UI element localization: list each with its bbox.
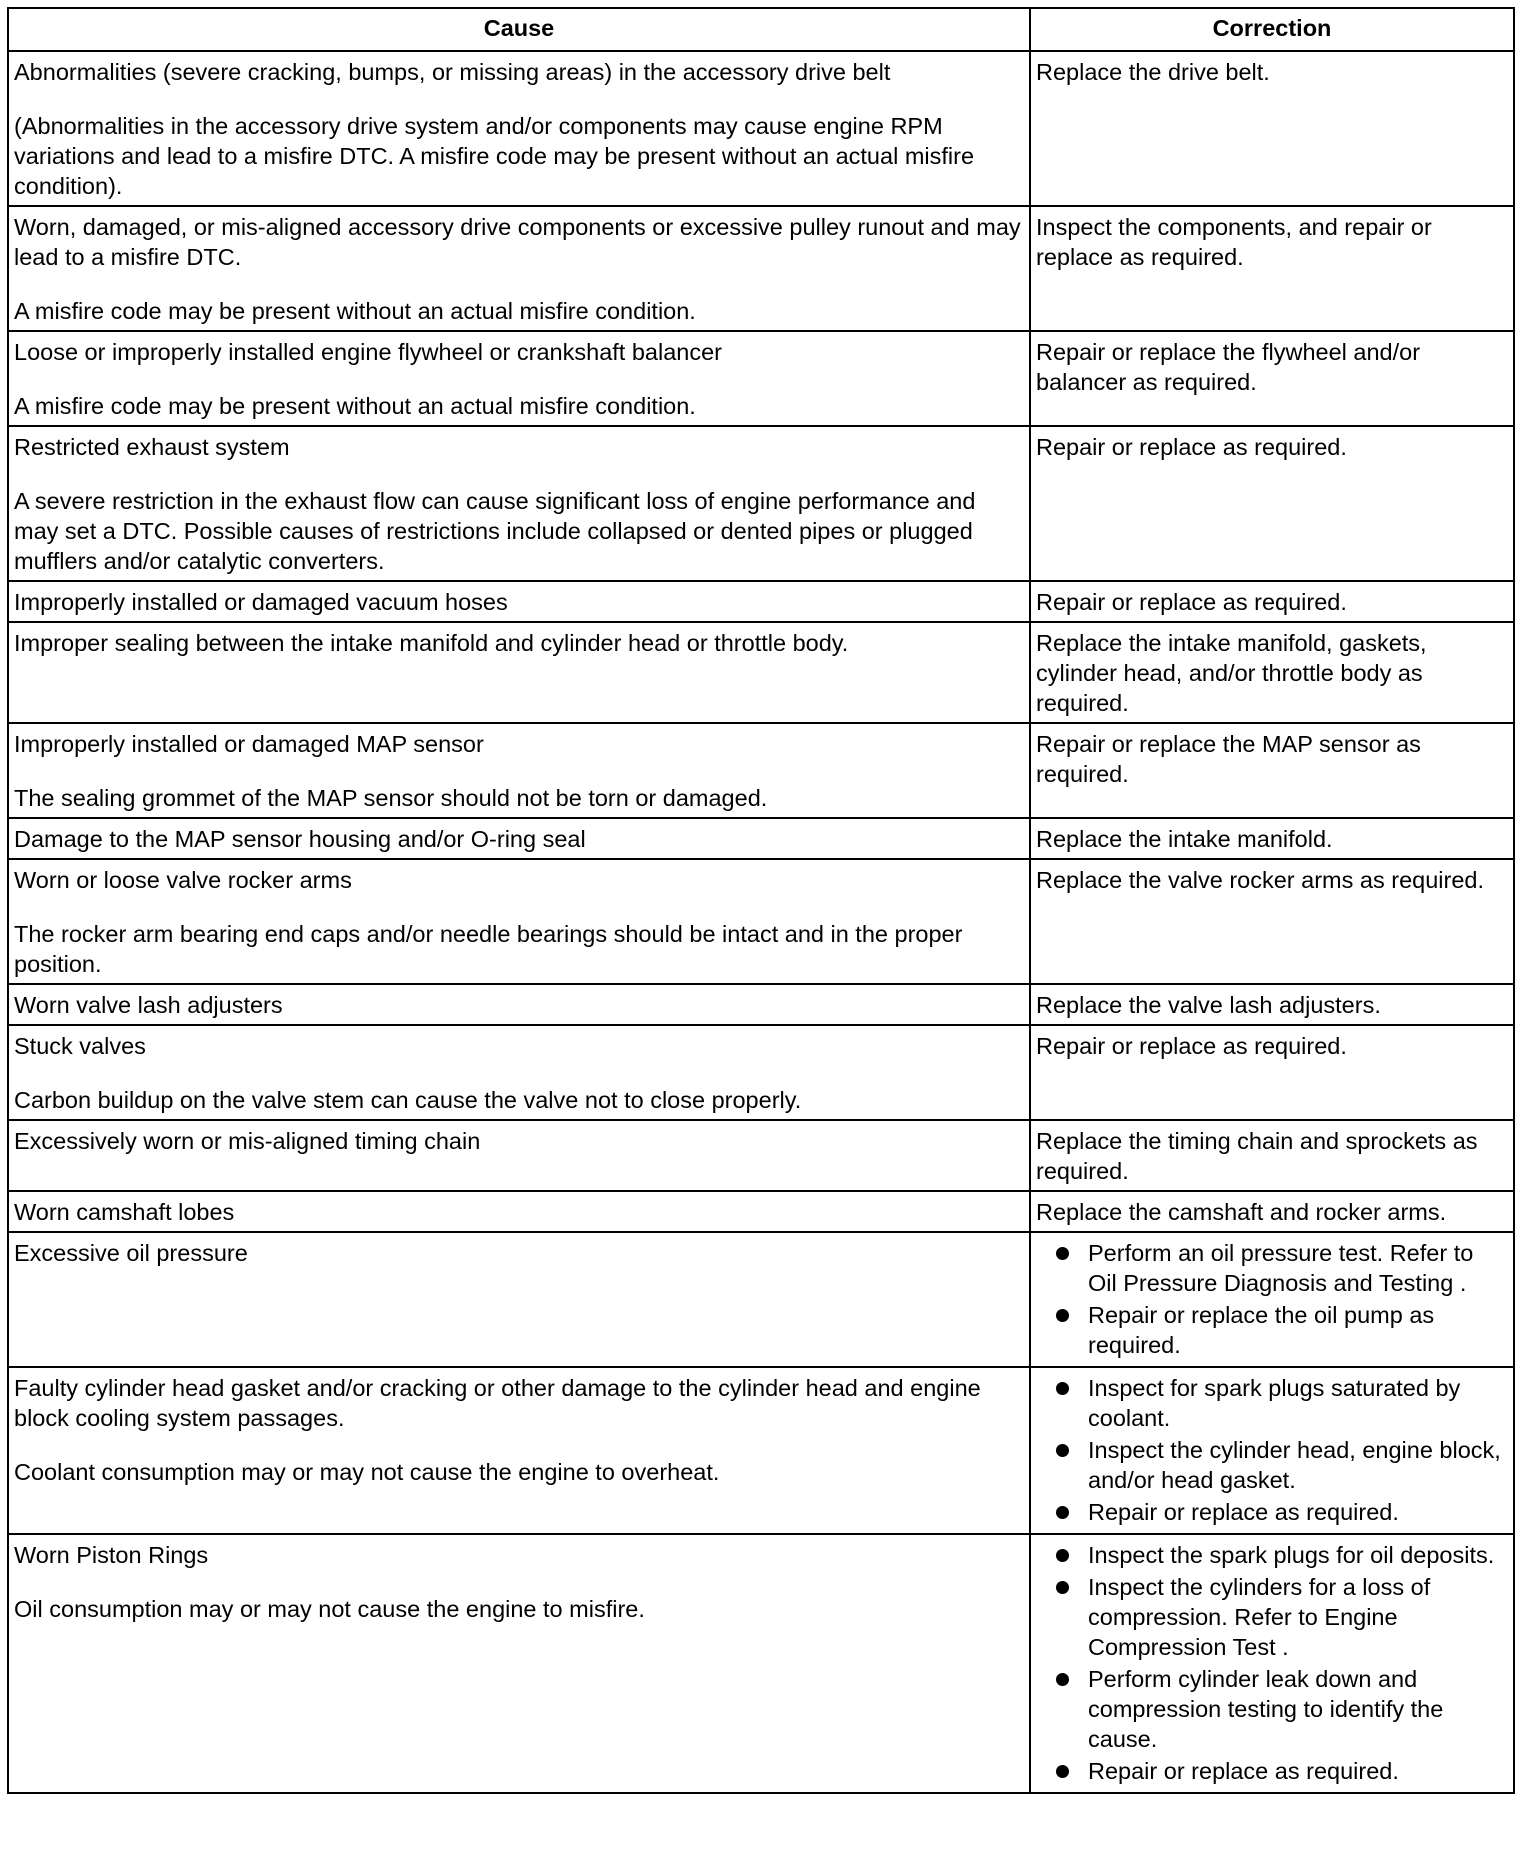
correction-cell xyxy=(1030,1025,1514,1120)
table-row xyxy=(8,723,1514,818)
cause-text: Worn camshaft lobes xyxy=(14,1199,235,1225)
bullet-dot-icon xyxy=(1056,1247,1069,1260)
table-row xyxy=(8,622,1514,723)
correction-bullet xyxy=(1036,1238,1508,1298)
cause-column-header: Cause xyxy=(8,8,1030,51)
cause-note: A severe restriction in the exhaust flow can cause significant loss of engine performance and may set a DTC. Possible causes of restrictions include collapsed or dented pipes or plugged mufflers and/or catalytic converters. xyxy=(14,488,976,574)
correction-cell xyxy=(1030,622,1514,723)
correction-cell xyxy=(1030,331,1514,426)
cause-cell xyxy=(8,581,1030,622)
correction-text: Repair or replace as required. xyxy=(1036,1033,1347,1059)
table-row xyxy=(8,1120,1514,1191)
cause-cell xyxy=(8,1232,1030,1367)
header-row xyxy=(8,8,1514,51)
cause-cell xyxy=(8,426,1030,581)
cause-text: Worn or loose valve rocker arms xyxy=(14,867,352,893)
table-row xyxy=(8,426,1514,581)
correction-cell xyxy=(1030,581,1514,622)
bullet-text: Repair or replace the oil pump as required. xyxy=(1088,1302,1435,1358)
correction-text: Replace the camshaft and rocker arms. xyxy=(1036,1199,1447,1225)
bullet-text: Repair or replace as required. xyxy=(1088,1758,1399,1784)
table-row xyxy=(8,1232,1514,1367)
bullet-text: Perform an oil pressure test. Refer to Oil Pressure Diagnosis and Testing . xyxy=(1088,1240,1474,1296)
correction-cell xyxy=(1030,51,1514,206)
correction-text: Replace the intake manifold. xyxy=(1036,826,1333,852)
cause-text: Worn, damaged, or mis-aligned accessory drive components or excessive pulley runout and may lead to a misfire DTC. xyxy=(14,214,1021,270)
cause-text: Abnormalities (severe cracking, bumps, or missing areas) in the accessory drive belt xyxy=(14,59,891,85)
cause-cell xyxy=(8,1120,1030,1191)
table-row xyxy=(8,331,1514,426)
correction-bullet xyxy=(1036,1300,1508,1360)
cause-cell xyxy=(8,206,1030,331)
table-row xyxy=(8,1534,1514,1793)
correction-cell xyxy=(1030,1367,1514,1534)
correction-bullet xyxy=(1036,1664,1508,1754)
cause-text: Improper sealing between the intake manifold and cylinder head or throttle body. xyxy=(14,630,849,656)
correction-column-header: Correction xyxy=(1030,8,1514,51)
table-row xyxy=(8,581,1514,622)
bullet-dot-icon xyxy=(1056,1444,1069,1457)
correction-bullet xyxy=(1036,1540,1508,1570)
correction-bullet xyxy=(1036,1497,1508,1527)
cause-cell xyxy=(8,984,1030,1025)
correction-cell xyxy=(1030,206,1514,331)
correction-bullet-list xyxy=(1036,1238,1508,1360)
cause-note: The sealing grommet of the MAP sensor should not be torn or damaged. xyxy=(14,785,768,811)
cause-cell xyxy=(8,622,1030,723)
cause-text: Improperly installed or damaged vacuum hoses xyxy=(14,589,508,615)
cause-text: Excessively worn or mis-aligned timing chain xyxy=(14,1128,481,1154)
bullet-text: Perform cylinder leak down and compression testing to identify the cause. xyxy=(1088,1666,1444,1752)
correction-cell xyxy=(1030,426,1514,581)
correction-cell xyxy=(1030,984,1514,1025)
bullet-text: Inspect the cylinders for a loss of compression. Refer to Engine Compression Test . xyxy=(1088,1574,1431,1660)
table-row xyxy=(8,51,1514,206)
cause-text: Damage to the MAP sensor housing and/or O-ring seal xyxy=(14,826,586,852)
correction-text: Replace the valve rocker arms as required. xyxy=(1036,867,1485,893)
table-row xyxy=(8,818,1514,859)
bullet-dot-icon xyxy=(1056,1382,1069,1395)
cause-text: Faulty cylinder head gasket and/or cracking or other damage to the cylinder head and engine block cooling system passages. xyxy=(14,1375,981,1431)
correction-text: Repair or replace as required. xyxy=(1036,434,1347,460)
correction-bullet xyxy=(1036,1756,1508,1786)
correction-text: Replace the timing chain and sprockets as required. xyxy=(1036,1128,1478,1184)
bullet-dot-icon xyxy=(1056,1549,1069,1562)
cause-note: A misfire code may be present without an actual misfire condition. xyxy=(14,298,696,324)
cause-text: Improperly installed or damaged MAP sensor xyxy=(14,731,484,757)
table-row xyxy=(8,984,1514,1025)
correction-cell xyxy=(1030,1534,1514,1793)
cause-note: Oil consumption may or may not cause the engine to misfire. xyxy=(14,1596,645,1622)
table-row xyxy=(8,1025,1514,1120)
cause-cell xyxy=(8,1367,1030,1534)
cause-cell xyxy=(8,723,1030,818)
cause-cell xyxy=(8,1191,1030,1232)
cause-cell xyxy=(8,51,1030,206)
bullet-text: Inspect for spark plugs saturated by coolant. xyxy=(1088,1375,1461,1431)
bullet-dot-icon xyxy=(1056,1309,1069,1322)
bullet-dot-icon xyxy=(1056,1673,1069,1686)
cause-text: Worn valve lash adjusters xyxy=(14,992,283,1018)
bullet-dot-icon xyxy=(1056,1765,1069,1778)
correction-cell xyxy=(1030,859,1514,984)
correction-text: Inspect the components, and repair or replace as required. xyxy=(1036,214,1432,270)
cause-cell xyxy=(8,818,1030,859)
bullet-dot-icon xyxy=(1056,1581,1069,1594)
cause-text: Restricted exhaust system xyxy=(14,434,290,460)
correction-cell xyxy=(1030,818,1514,859)
cause-cell xyxy=(8,859,1030,984)
cause-text: Worn Piston Rings xyxy=(14,1542,209,1568)
correction-bullet xyxy=(1036,1572,1508,1662)
correction-cell xyxy=(1030,1120,1514,1191)
diagnosis-table xyxy=(7,7,1515,1794)
correction-text: Replace the intake manifold, gaskets, cylinder head, and/or throttle body as required. xyxy=(1036,630,1427,716)
cause-text: Excessive oil pressure xyxy=(14,1240,248,1266)
cause-text: Stuck valves xyxy=(14,1033,146,1059)
table-row xyxy=(8,859,1514,984)
correction-bullet xyxy=(1036,1435,1508,1495)
bullet-text: Inspect the cylinder head, engine block, and/or head gasket. xyxy=(1088,1437,1501,1493)
table-row xyxy=(8,1191,1514,1232)
correction-bullet-list xyxy=(1036,1373,1508,1527)
correction-cell xyxy=(1030,723,1514,818)
cause-note: Coolant consumption may or may not cause the engine to overheat. xyxy=(14,1459,720,1485)
table-row xyxy=(8,206,1514,331)
bullet-text: Inspect the spark plugs for oil deposits. xyxy=(1088,1542,1495,1568)
cause-cell xyxy=(8,331,1030,426)
correction-bullet-list xyxy=(1036,1540,1508,1786)
bullet-dot-icon xyxy=(1056,1506,1069,1519)
cause-cell xyxy=(8,1534,1030,1793)
cause-note: A misfire code may be present without an actual misfire condition. xyxy=(14,393,696,419)
cause-note: The rocker arm bearing end caps and/or needle bearings should be intact and in the proper position. xyxy=(14,921,963,977)
correction-text: Repair or replace the flywheel and/or balancer as required. xyxy=(1036,339,1421,395)
cause-note: Carbon buildup on the valve stem can cause the valve not to close properly. xyxy=(14,1087,802,1113)
cause-cell xyxy=(8,1025,1030,1120)
correction-text: Repair or replace as required. xyxy=(1036,589,1347,615)
correction-cell xyxy=(1030,1191,1514,1232)
table-row xyxy=(8,1367,1514,1534)
correction-bullet xyxy=(1036,1373,1508,1433)
correction-text: Replace the valve lash adjusters. xyxy=(1036,992,1381,1018)
bullet-text: Repair or replace as required. xyxy=(1088,1499,1399,1525)
correction-text: Repair or replace the MAP sensor as required. xyxy=(1036,731,1421,787)
cause-note: (Abnormalities in the accessory drive system and/or components may cause engine RPM variations and lead to a misfire DTC. A misfire code may be present without an actual misfire condition). xyxy=(14,113,975,199)
correction-cell xyxy=(1030,1232,1514,1367)
correction-text: Replace the drive belt. xyxy=(1036,59,1270,85)
cause-text: Loose or improperly installed engine flywheel or crankshaft balancer xyxy=(14,339,722,365)
